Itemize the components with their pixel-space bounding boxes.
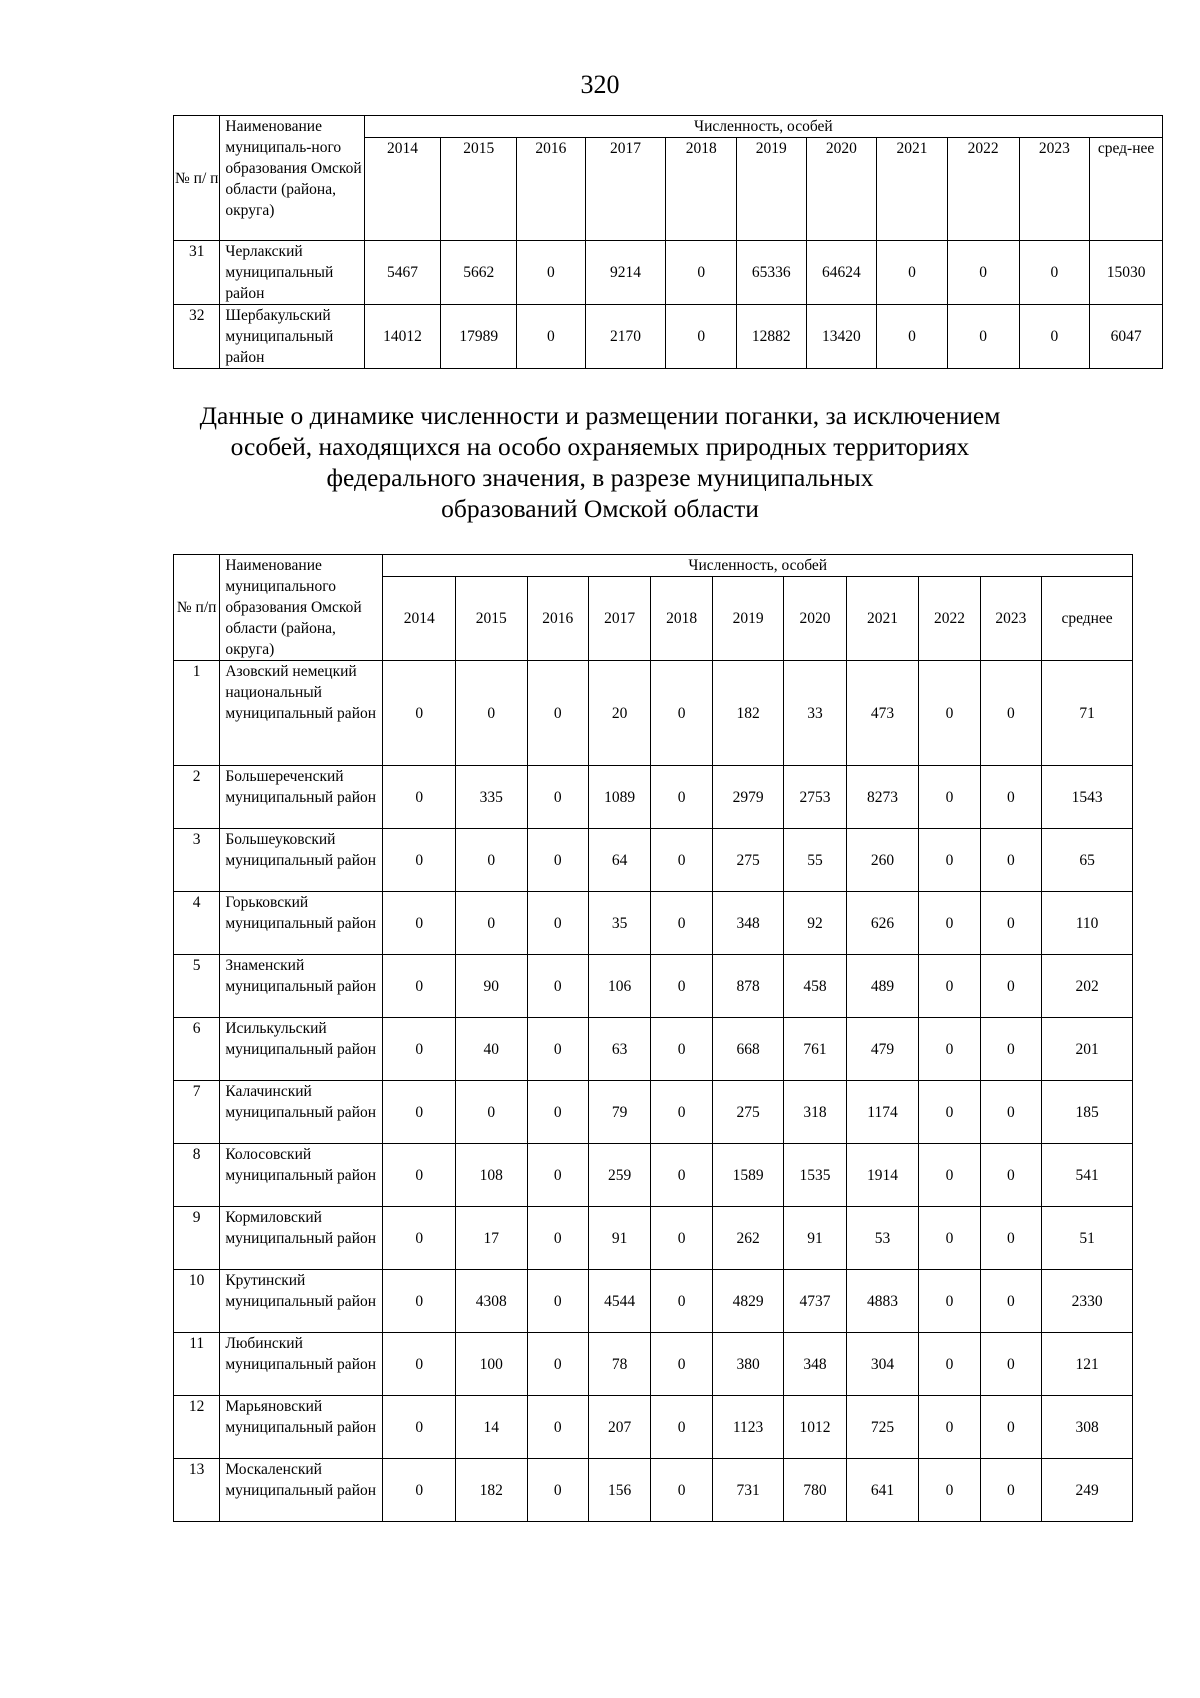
- row-value: 0: [980, 766, 1041, 829]
- header-year: 2023: [1019, 138, 1090, 241]
- row-value: 0: [527, 1207, 588, 1270]
- row-name: Азовский немецкий национальный муниципальный район: [220, 661, 383, 766]
- header-year: 2015: [456, 577, 528, 661]
- row-value: 0: [456, 892, 528, 955]
- page-number: 320: [580, 70, 620, 99]
- row-value: 0: [651, 661, 712, 766]
- row-value: 318: [784, 1081, 846, 1144]
- row-value: 1089: [588, 766, 650, 829]
- row-value: 0: [980, 1207, 1041, 1270]
- row-value: 2979: [712, 766, 784, 829]
- row-value: 259: [588, 1144, 650, 1207]
- row-value: 304: [846, 1333, 919, 1396]
- row-value: 0: [980, 1018, 1041, 1081]
- row-number: 8: [174, 1144, 220, 1207]
- row-value: 0: [947, 305, 1019, 369]
- row-value: 0: [919, 1144, 980, 1207]
- row-value: 731: [712, 1459, 784, 1522]
- row-value: 0: [947, 241, 1019, 305]
- row-value: 0: [456, 1081, 528, 1144]
- row-value: 92: [784, 892, 846, 955]
- row-value: 0: [919, 766, 980, 829]
- row-value: 1543: [1042, 766, 1133, 829]
- row-number: 2: [174, 766, 220, 829]
- row-value: 0: [980, 1459, 1041, 1522]
- table-row: [174, 305, 1163, 369]
- row-value: 64624: [806, 241, 877, 305]
- row-value: 0: [651, 1144, 712, 1207]
- row-value: 479: [846, 1018, 919, 1081]
- row-value: 0: [651, 766, 712, 829]
- row-value: 4883: [846, 1270, 919, 1333]
- row-value: 0: [527, 1396, 588, 1459]
- header-year: 2019: [712, 577, 784, 661]
- row-value: 335: [456, 766, 528, 829]
- row-value: 0: [980, 1396, 1041, 1459]
- row-value: 260: [846, 829, 919, 892]
- row-value: 0: [919, 1018, 980, 1081]
- header-year: 2016: [517, 138, 586, 241]
- row-value: 90: [456, 955, 528, 1018]
- header-year: 2019: [737, 138, 807, 241]
- row-name: Большеуковский муниципальный район: [220, 829, 383, 892]
- row-value: 20: [588, 661, 650, 766]
- row-value: 249: [1042, 1459, 1133, 1522]
- row-value: 156: [588, 1459, 650, 1522]
- row-value: 0: [383, 1270, 456, 1333]
- row-number: 11: [174, 1333, 220, 1396]
- header-year: 2017: [588, 577, 650, 661]
- row-value: 17: [456, 1207, 528, 1270]
- row-value: 1535: [784, 1144, 846, 1207]
- row-value: 91: [588, 1207, 650, 1270]
- row-value: 79: [588, 1081, 650, 1144]
- row-value: 4544: [588, 1270, 650, 1333]
- row-value: 0: [877, 241, 948, 305]
- header-count-group: Численность, особей: [383, 555, 1133, 577]
- row-name: Черлакский муниципальный район: [220, 241, 364, 305]
- row-value: 0: [383, 1459, 456, 1522]
- header-year: 2020: [784, 577, 846, 661]
- table-row: [174, 1207, 1133, 1270]
- row-value: 0: [980, 955, 1041, 1018]
- row-value: 541: [1042, 1144, 1133, 1207]
- row-value: 0: [456, 661, 528, 766]
- row-value: 71: [1042, 661, 1133, 766]
- row-value: 15030: [1090, 241, 1163, 305]
- row-name: Крутинский муниципальный район: [220, 1270, 383, 1333]
- row-value: 1589: [712, 1144, 784, 1207]
- row-value: 2330: [1042, 1270, 1133, 1333]
- row-value: 5662: [441, 241, 517, 305]
- row-value: 0: [651, 1081, 712, 1144]
- row-value: 0: [1019, 305, 1090, 369]
- row-value: 0: [651, 1396, 712, 1459]
- row-value: 0: [980, 1144, 1041, 1207]
- row-value: 489: [846, 955, 919, 1018]
- title-line: образований Омской области: [441, 494, 759, 523]
- table-row: [174, 829, 1133, 892]
- row-value: 121: [1042, 1333, 1133, 1396]
- row-value: 348: [784, 1333, 846, 1396]
- row-value: 878: [712, 955, 784, 1018]
- row-value: 182: [456, 1459, 528, 1522]
- row-value: 0: [1019, 241, 1090, 305]
- row-value: 33: [784, 661, 846, 766]
- row-value: 1123: [712, 1396, 784, 1459]
- row-value: 0: [919, 1207, 980, 1270]
- row-number: 12: [174, 1396, 220, 1459]
- header-year: 2015: [441, 138, 517, 241]
- row-value: 0: [383, 829, 456, 892]
- row-value: 780: [784, 1459, 846, 1522]
- row-value: 2753: [784, 766, 846, 829]
- table-row: [174, 955, 1133, 1018]
- table-row: [174, 1018, 1133, 1081]
- row-value: 0: [527, 1270, 588, 1333]
- header-name: Наименование муниципального образования Омской области (района, округа): [220, 555, 383, 661]
- table-row: [174, 661, 1133, 766]
- row-value: 55: [784, 829, 846, 892]
- table-row: [174, 1333, 1133, 1396]
- header-year: 2022: [947, 138, 1019, 241]
- row-value: 14: [456, 1396, 528, 1459]
- row-value: 0: [383, 1081, 456, 1144]
- header-year: 2014: [383, 577, 456, 661]
- table-row: [174, 241, 1163, 305]
- header-number: № п/п: [174, 555, 220, 661]
- row-value: 262: [712, 1207, 784, 1270]
- row-name: Горьковский муниципальный район: [220, 892, 383, 955]
- row-value: 0: [919, 955, 980, 1018]
- header-year: 2017: [585, 138, 666, 241]
- row-name: Знаменский муниципальный район: [220, 955, 383, 1018]
- row-name: Калачинский муниципальный район: [220, 1081, 383, 1144]
- row-value: 0: [527, 955, 588, 1018]
- row-value: 0: [651, 892, 712, 955]
- row-value: 63: [588, 1018, 650, 1081]
- row-value: 0: [651, 1018, 712, 1081]
- row-value: 0: [527, 1081, 588, 1144]
- header-count-group: Численность, особей: [364, 116, 1162, 138]
- row-value: 0: [651, 1459, 712, 1522]
- row-value: 668: [712, 1018, 784, 1081]
- row-value: 0: [919, 1270, 980, 1333]
- row-number: 4: [174, 892, 220, 955]
- row-value: 0: [383, 1018, 456, 1081]
- table-row: [174, 1144, 1133, 1207]
- row-value: 17989: [441, 305, 517, 369]
- row-value: 53: [846, 1207, 919, 1270]
- row-number: 9: [174, 1207, 220, 1270]
- row-value: 0: [919, 1396, 980, 1459]
- header-number: № п/ п: [174, 116, 220, 241]
- row-value: 0: [527, 766, 588, 829]
- row-value: 0: [651, 955, 712, 1018]
- row-name: Кормиловский муниципальный район: [220, 1207, 383, 1270]
- header-year: 2021: [877, 138, 948, 241]
- header-year: 2020: [806, 138, 877, 241]
- row-value: 14012: [364, 305, 441, 369]
- row-number: 13: [174, 1459, 220, 1522]
- row-value: 0: [383, 766, 456, 829]
- row-value: 275: [712, 829, 784, 892]
- row-value: 0: [527, 1333, 588, 1396]
- section-title: [100, 400, 1100, 524]
- row-value: 1174: [846, 1081, 919, 1144]
- row-value: 348: [712, 892, 784, 955]
- row-value: 380: [712, 1333, 784, 1396]
- table-row: [174, 1270, 1133, 1333]
- row-value: 0: [527, 1018, 588, 1081]
- row-value: 64: [588, 829, 650, 892]
- row-value: 65: [1042, 829, 1133, 892]
- row-name: Москаленский муниципальный район: [220, 1459, 383, 1522]
- row-value: 0: [517, 241, 586, 305]
- row-value: 0: [383, 955, 456, 1018]
- row-value: 0: [980, 1081, 1041, 1144]
- row-value: 0: [919, 1459, 980, 1522]
- row-number: 5: [174, 955, 220, 1018]
- title-line: особей, находящихся на особо охраняемых природных территориях: [230, 432, 970, 461]
- row-value: 91: [784, 1207, 846, 1270]
- row-value: 4308: [456, 1270, 528, 1333]
- title-line: федерального значения, в разрезе муниципальных: [326, 463, 874, 492]
- row-value: 0: [651, 1270, 712, 1333]
- row-value: 106: [588, 955, 650, 1018]
- row-name: Марьяновский муниципальный район: [220, 1396, 383, 1459]
- row-value: 0: [919, 892, 980, 955]
- row-value: 12882: [737, 305, 807, 369]
- row-value: 0: [980, 1333, 1041, 1396]
- row-value: 202: [1042, 955, 1133, 1018]
- row-value: 0: [527, 1459, 588, 1522]
- row-value: 0: [383, 1144, 456, 1207]
- row-value: 51: [1042, 1207, 1133, 1270]
- row-value: 1914: [846, 1144, 919, 1207]
- header-year: 2018: [651, 577, 712, 661]
- row-value: 0: [383, 1396, 456, 1459]
- row-value: 2170: [585, 305, 666, 369]
- row-value: 0: [651, 1207, 712, 1270]
- row-value: 0: [383, 661, 456, 766]
- row-value: 207: [588, 1396, 650, 1459]
- row-value: 275: [712, 1081, 784, 1144]
- row-name: Большереченский муниципальный район: [220, 766, 383, 829]
- header-year: 2014: [364, 138, 441, 241]
- row-value: 78: [588, 1333, 650, 1396]
- row-name: Исилькульский муниципальный район: [220, 1018, 383, 1081]
- row-value: 0: [527, 829, 588, 892]
- row-value: 0: [456, 829, 528, 892]
- row-value: 201: [1042, 1018, 1133, 1081]
- row-value: 308: [1042, 1396, 1133, 1459]
- row-value: 9214: [585, 241, 666, 305]
- population-table: [173, 554, 1133, 1522]
- row-number: 3: [174, 829, 220, 892]
- row-value: 1012: [784, 1396, 846, 1459]
- row-value: 65336: [737, 241, 807, 305]
- row-value: 0: [666, 305, 737, 369]
- row-value: 0: [527, 892, 588, 955]
- row-value: 641: [846, 1459, 919, 1522]
- row-value: 458: [784, 955, 846, 1018]
- row-value: 4737: [784, 1270, 846, 1333]
- header-year: 2018: [666, 138, 737, 241]
- header-name: Наименование муниципаль-ного образования Омской области (района, округа): [220, 116, 364, 241]
- row-name: Колосовский муниципальный район: [220, 1144, 383, 1207]
- row-value: 626: [846, 892, 919, 955]
- row-value: 40: [456, 1018, 528, 1081]
- header-average: сред-нее: [1090, 138, 1163, 241]
- header-year: 2022: [919, 577, 980, 661]
- row-value: 761: [784, 1018, 846, 1081]
- row-number: 31: [174, 241, 220, 305]
- row-value: 0: [980, 829, 1041, 892]
- row-value: 0: [383, 1207, 456, 1270]
- row-value: 108: [456, 1144, 528, 1207]
- header-average: среднее: [1042, 577, 1133, 661]
- row-value: 0: [919, 829, 980, 892]
- row-value: 100: [456, 1333, 528, 1396]
- table-row: [174, 1081, 1133, 1144]
- row-value: 0: [517, 305, 586, 369]
- row-value: 6047: [1090, 305, 1163, 369]
- row-value: 0: [980, 661, 1041, 766]
- row-value: 5467: [364, 241, 441, 305]
- row-number: 10: [174, 1270, 220, 1333]
- table-row: [174, 1396, 1133, 1459]
- row-value: 0: [651, 1333, 712, 1396]
- row-number: 7: [174, 1081, 220, 1144]
- row-value: 35: [588, 892, 650, 955]
- row-name: Шербакульский муниципальный район: [220, 305, 364, 369]
- row-value: 725: [846, 1396, 919, 1459]
- row-value: 0: [919, 1081, 980, 1144]
- table-row: [174, 766, 1133, 829]
- table-row: [174, 1459, 1133, 1522]
- row-value: 0: [383, 1333, 456, 1396]
- row-value: 0: [919, 661, 980, 766]
- row-number: 1: [174, 661, 220, 766]
- row-value: 0: [527, 1144, 588, 1207]
- title-line: Данные о динамике численности и размещении поганки, за исключением: [199, 401, 1001, 430]
- row-name: Любинский муниципальный район: [220, 1333, 383, 1396]
- row-value: 0: [919, 1333, 980, 1396]
- row-value: 0: [666, 241, 737, 305]
- row-value: 0: [651, 829, 712, 892]
- row-number: 6: [174, 1018, 220, 1081]
- row-value: 0: [383, 892, 456, 955]
- row-value: 0: [980, 892, 1041, 955]
- row-value: 185: [1042, 1081, 1133, 1144]
- header-year: 2021: [846, 577, 919, 661]
- row-value: 182: [712, 661, 784, 766]
- row-value: 4829: [712, 1270, 784, 1333]
- row-value: 0: [527, 661, 588, 766]
- header-year: 2016: [527, 577, 588, 661]
- row-value: 473: [846, 661, 919, 766]
- row-value: 0: [877, 305, 948, 369]
- row-number: 32: [174, 305, 220, 369]
- row-value: 13420: [806, 305, 877, 369]
- header-year: 2023: [980, 577, 1041, 661]
- row-value: 110: [1042, 892, 1133, 955]
- population-table-continued: [173, 115, 1163, 369]
- row-value: 0: [980, 1270, 1041, 1333]
- row-value: 8273: [846, 766, 919, 829]
- table-row: [174, 892, 1133, 955]
